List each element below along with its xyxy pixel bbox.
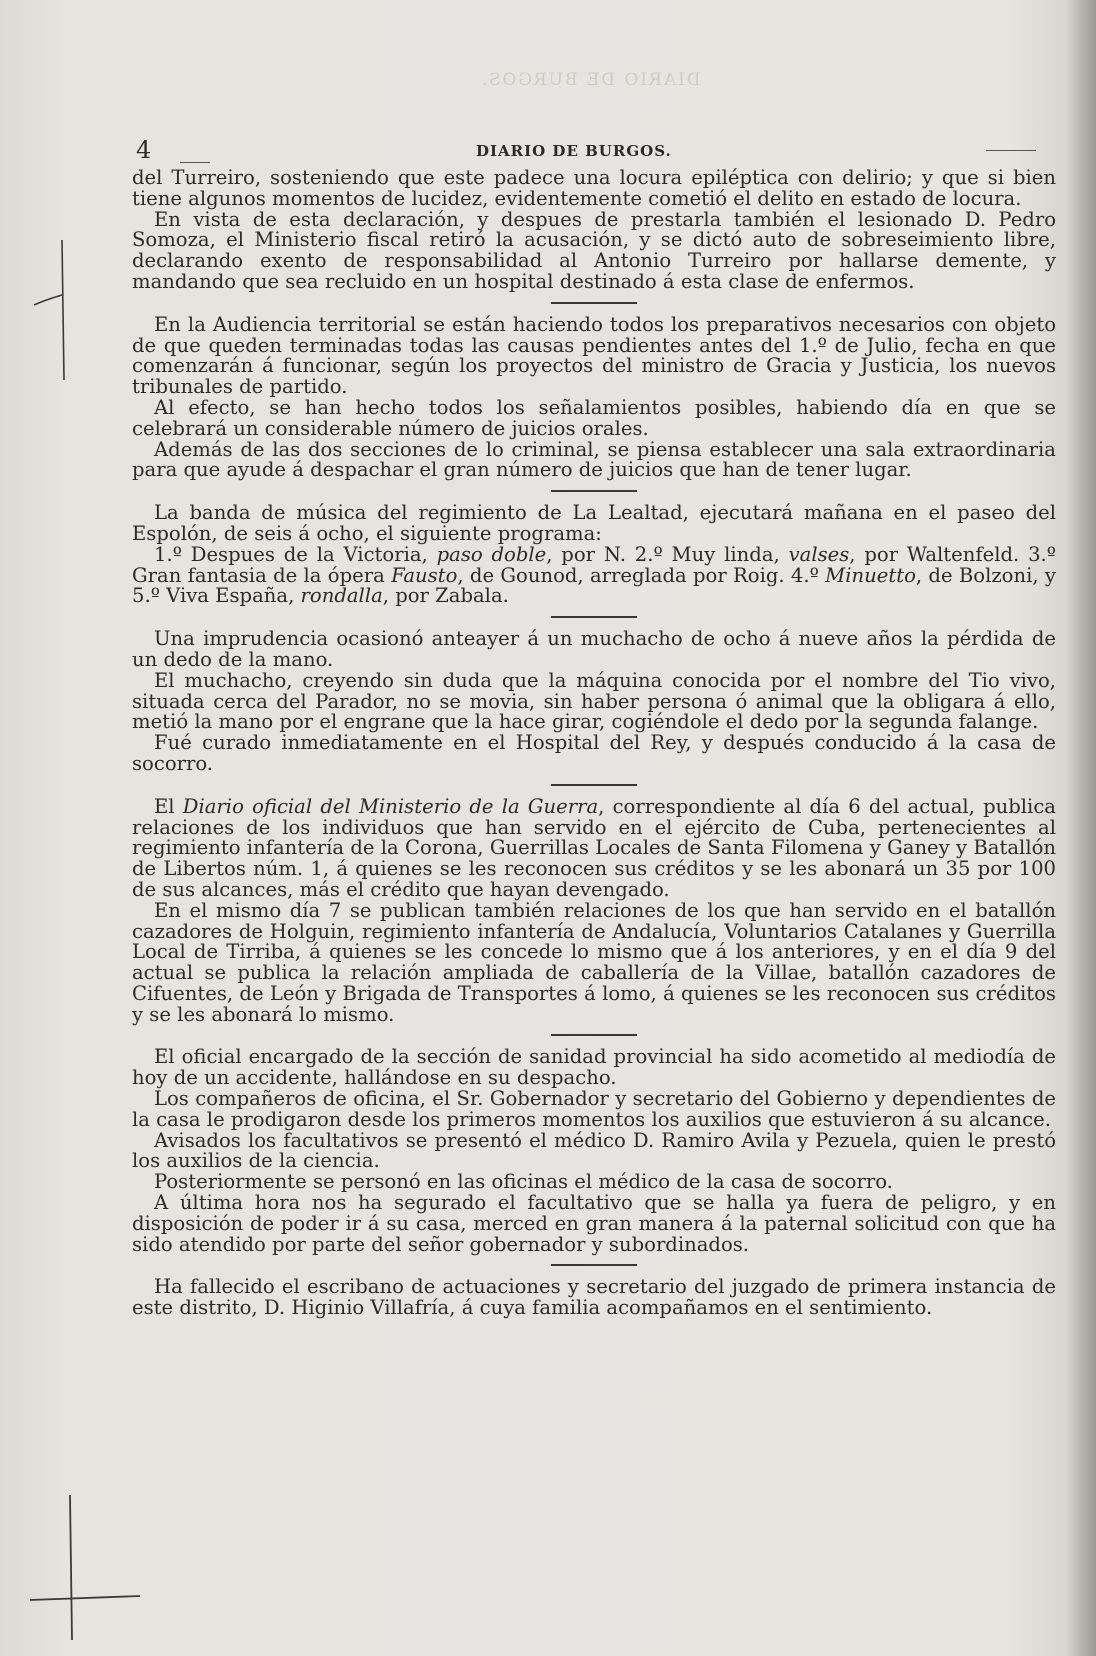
article-separator xyxy=(551,1264,637,1266)
article-paragraph: Una imprudencia ocasionó anteayer á un muchacho de ocho á nueve años la pérdida de un dedo de la mano. xyxy=(132,627,1056,671)
article-separator xyxy=(551,490,637,492)
article-paragraph: A última hora nos ha segurado el facultativo que se halla ya fuera de peligro, y en disposición de poder ir á su casa, merced en gran manera á la paternal solicitud con que ha sido atendido por parte del señor gobernador y subordinados. xyxy=(132,1191,1056,1256)
article-paragraph: Los compañeros de oficina, el Sr. Gobernador y secretario del Gobierno y dependientes de la casa le prodigaron desde los primeros momentos los auxilios que estuvieron á su alcance. xyxy=(132,1087,1056,1131)
page-number: 4 xyxy=(136,136,152,164)
article-paragraph: El Diario oficial del Ministerio de la Guerra, correspondiente al día 6 del actual, publica relaciones de los individuos que han servido en el ejército de Cuba, pertenecientes al regimiento infantería de la Corona, Guerrillas Locales de Santa Filomena y Ganey y Batallón de Libertos núm. 1, á quienes se les reconocen sus créditos y se les abonará un 35 por 100 de sus alcances, más el crédito que hayan devengado. xyxy=(132,794,1056,901)
article-paragraph: El oficial encargado de la sección de sanidad provincial ha sido acometido al mediodía de hoy de un accidente, hallándose en su despacho. xyxy=(132,1045,1056,1090)
article-column xyxy=(132,168,1056,1319)
masthead: DIARIO DE BURGOS. xyxy=(476,142,672,160)
article-paragraph: En vista de esta declaración, y despues de prestarla también el lesionado D. Pedro Somoza, el Ministerio fiscal retiró la acusación, y se dictó auto de sobreseimiento libre, declarando exento de responsabilidad al Antonio Turreiro por hallarse demente, y mandando que sea recluido en un hospital destinado á esta clase de enfermos. xyxy=(132,207,1056,293)
article-paragraph: Avisados los facultativos se presentó el médico D. Ramiro Avila y Pezuela, quien le prestó los auxilios de la ciencia. xyxy=(132,1128,1056,1173)
pencil-cross-mark-top xyxy=(34,240,64,380)
header-rule-left xyxy=(180,162,210,163)
bleed-through-text: DIARIO DE BURGOS. xyxy=(480,70,701,90)
article xyxy=(132,1277,1056,1319)
article-paragraph: La banda de música del regimiento de La Lealtad, ejecutará mañana en el paseo del Espolón, de seis á ocho, el siguiente programa: xyxy=(132,501,1056,545)
article-paragraph: El muchacho, creyendo sin duda que la máquina conocida por el nombre del Tio vivo, situada cerca del Parador, no se movia, sin haber persona ó animal que la obligara á ello, metió la mano por el engrane que la hace girar, cogiéndole el dedo por la segunda falange. xyxy=(132,668,1056,734)
article-paragraph: del Turreiro, sosteniendo que este padece una locura epiléptica con delirio; y que si bien tiene algunos momentos de lucidez, evidentemente cometió el delito en estado de locura. xyxy=(132,166,1056,210)
article-separator xyxy=(551,1034,637,1036)
article-separator xyxy=(551,616,637,618)
header-rule-right xyxy=(986,150,1036,151)
article-paragraph: Al efecto, se han hecho todos los señalamientos posibles, habiendo día en que se celebrará un considerable número de juicios orales. xyxy=(132,395,1056,440)
page-edge-shadow xyxy=(1066,0,1096,1656)
article-paragraph: En la Audiencia territorial se están haciendo todos los preparativos necesarios con objeto de que queden terminadas todas las causas pendientes antes del 1.º de Julio, fecha en que comenzarán á funcionar, según los proyectos del ministro de Gracia y Justicia, los nuevos tribunales de partido. xyxy=(132,312,1056,399)
article-paragraph: En el mismo día 7 se publican también relaciones de los que han servido en el batallón cazadores de Holguin, regimiento infantería de Andalucía, Voluntarios Catalanes y Guerrilla Local de Tirriba, á quienes se les concede lo mismo que á los anteriores, y en el día 9 del actual se publica la relación ampliada de caballería de la Villae, batallón cazadores de Cifuentes, de León y Brigada de Transportes á lomo, á quienes se les reconocen sus créditos y se les abonará lo mismo. xyxy=(132,898,1056,1026)
article-paragraph: 1.º Despues de la Victoria, paso doble, por N. 2.º Muy linda, valses, por Waltenfeld. 3.º Gran fantasia de la ópera Fausto, de Gounod, arreglada por Roig. 4.º Minuetto, de Bolzoni, y 5.º Viva España, rondalla, por Zabala. xyxy=(132,542,1056,608)
article-paragraph: Posteriormente se personó en las oficinas el médico de la casa de socorro. xyxy=(154,1170,893,1194)
article-separator xyxy=(551,784,637,786)
article xyxy=(132,794,1056,1026)
article xyxy=(132,503,1056,607)
article-separator xyxy=(551,302,637,304)
article-paragraph: Fué curado inmediatamente en el Hospital del Rey, y después conducido á la casa de socorro. xyxy=(132,731,1056,775)
article xyxy=(132,168,1056,293)
article xyxy=(132,312,1056,482)
pencil-cross-mark-bottom xyxy=(30,1495,140,1640)
article-paragraph: Además de las dos secciones de lo criminal, se piensa establecer una sala extraordinaria para que ayude á despachar el gran número de juicios que han de tener lugar. xyxy=(132,437,1056,482)
article xyxy=(132,1047,1056,1255)
page-header xyxy=(136,136,1056,166)
article-paragraph: Ha fallecido el escribano de actuaciones y secretario del juzgado de primera instancia de este distrito, D. Higinio Villafría, á cuya familia acompañamos en el sentimiento. xyxy=(132,1275,1056,1320)
article xyxy=(132,629,1056,775)
